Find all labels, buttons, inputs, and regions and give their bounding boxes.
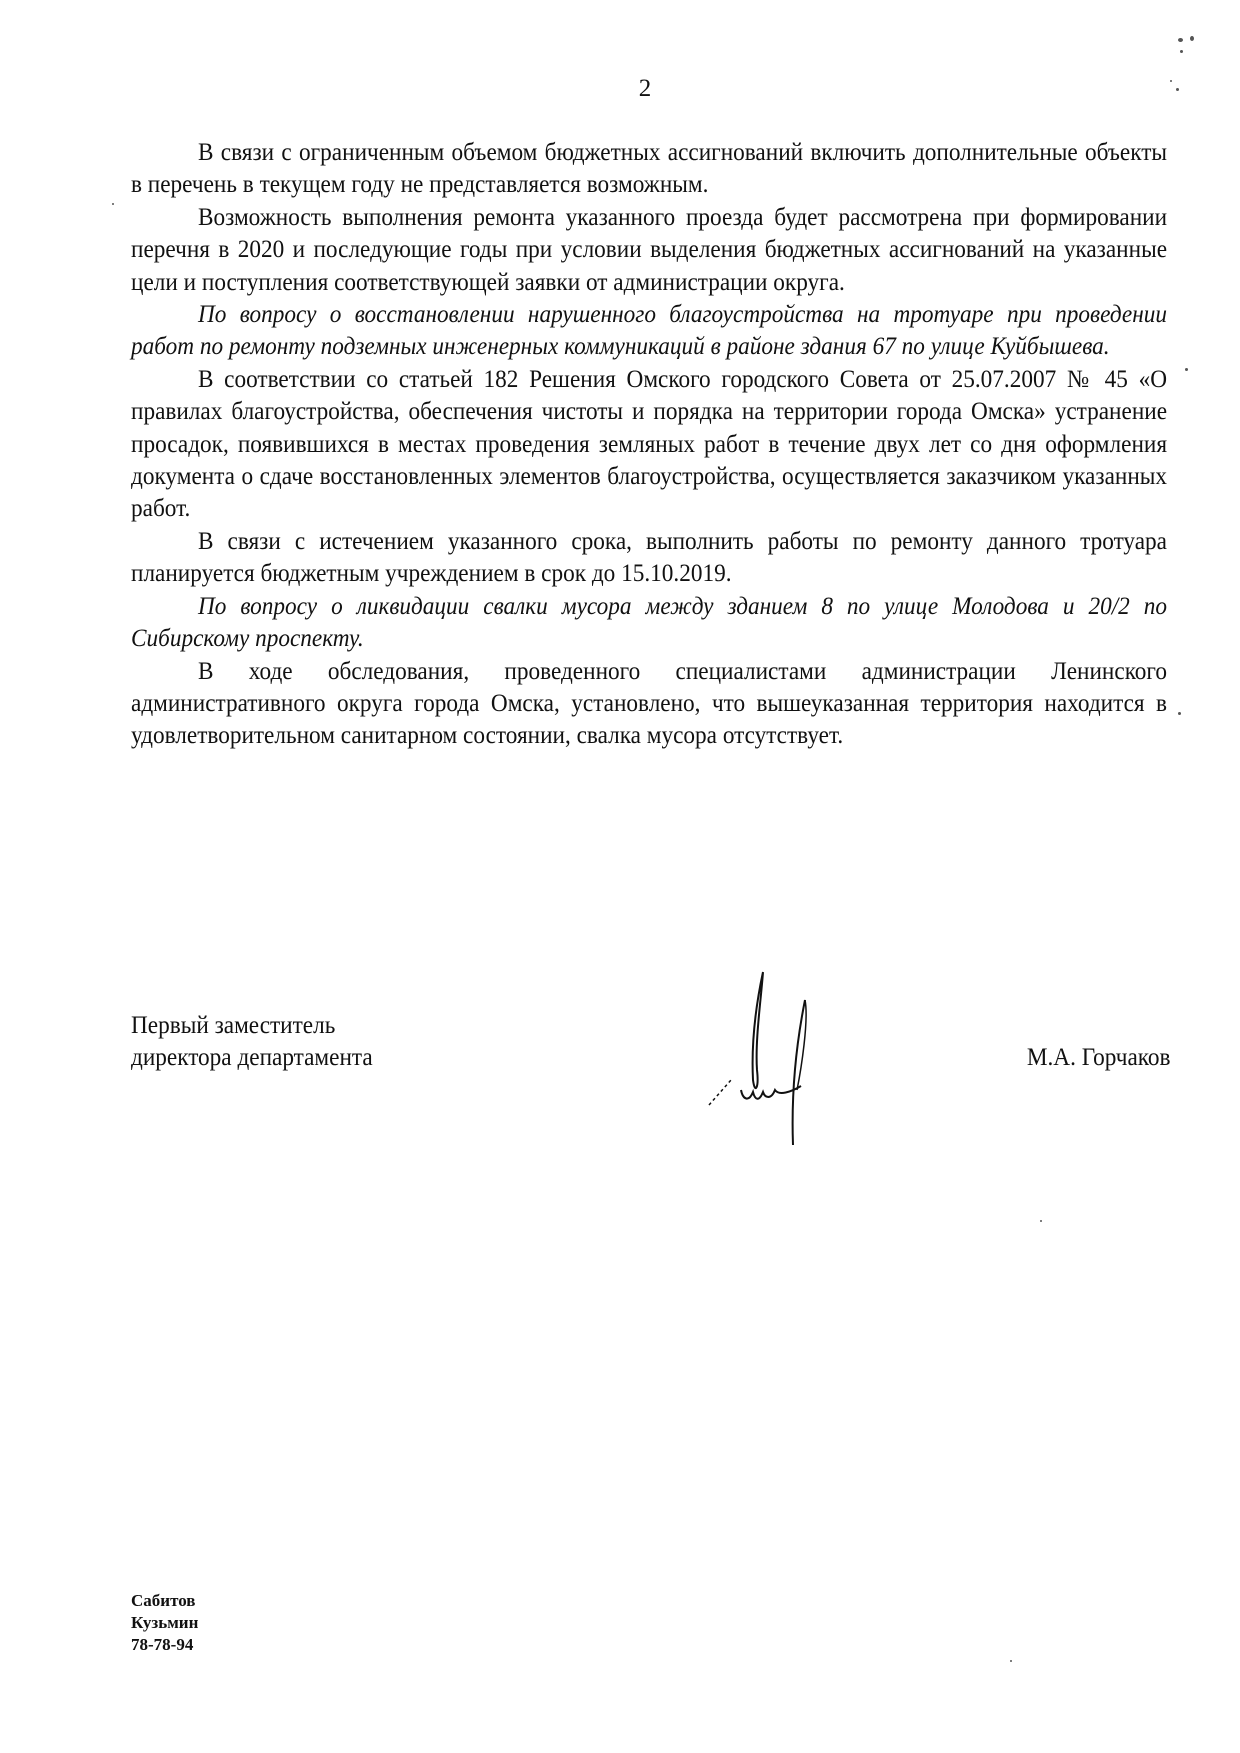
- scan-artifact: [112, 203, 114, 205]
- paragraph-budget-limitation: В связи с ограниченным объемом бюджетных ассигнований включить дополнительные объекты в перечень в текущем году не представляется возможным.: [131, 139, 1168, 199]
- executor-name-1: Сабитов: [131, 1591, 196, 1610]
- letter-body: [131, 137, 1167, 753]
- scan-artifact: [1040, 1220, 1042, 1222]
- scan-artifact: [1190, 36, 1194, 41]
- signatory-name: М.А. Горчаков: [1027, 1044, 1171, 1071]
- signature-block: [131, 1010, 1171, 1140]
- signatory-position: [131, 1010, 373, 1074]
- scan-artifact: [1185, 368, 1188, 371]
- scan-artifact: [1178, 38, 1183, 42]
- signatory-position-line2: директора департамента: [131, 1044, 373, 1071]
- paragraph-repair-possibility: Возможность выполнения ремонта указанного проезда будет рассмотрена при формировании перечня в 2020 и последующие годы при условии выделения бюджетных ассигнований на указанные цели и поступления соответствующей заявки от администрации округа.: [131, 203, 1168, 296]
- scan-artifact: [1010, 1660, 1012, 1662]
- scan-artifact: [1180, 50, 1183, 53]
- executor-notes: [131, 1590, 198, 1656]
- paragraph-regulation-reference: В соответствии со статьей 182 Решения Омского городского Совета от 25.07.2007 № 45 «О правилах благоустройства, обеспечения чистоты и порядка на территории города Омска» устранение просадок, появившихся в местах проведения земляных работ в течение двух лет со дня оформления документа о сдаче восстановленных элементов благоустройства, осуществляется заказчиком указанных работ.: [131, 365, 1168, 523]
- executor-name-2: Кузьмин: [131, 1613, 199, 1632]
- page-number: 2: [638, 75, 652, 102]
- paragraph-inspection-result: В ходе обследования, проведенного специалистами администрации Ленинского административного округа города Омска, установлено, что вышеуказанная территория находится в удовлетворительном санитарном состоянии, свалка мусора отсутствует.: [131, 657, 1168, 750]
- heading-garbage-dump: По вопросу о ликвидации свалки мусора между зданием 8 по улице Молодова и 20/2 по Сибирскому проспекту.: [131, 592, 1168, 653]
- scan-artifact: [1178, 712, 1181, 715]
- scan-artifact: [1170, 80, 1172, 82]
- heading-sidewalk-restoration: По вопросу о восстановлении нарушенного благоустройства на тротуаре при проведении работ по ремонту подземных инженерных коммуникаций в районе здания 67 по улице Куйбышева.: [131, 301, 1168, 361]
- executor-phone: 78-78-94: [131, 1635, 194, 1654]
- signatory-position-line1: Первый заместитель: [131, 1012, 336, 1039]
- handwritten-signature-icon: [701, 970, 841, 1150]
- scan-artifact: [1176, 88, 1179, 91]
- paragraph-repair-deadline: В связи с истечением указанного срока, выполнить работы по ремонту данного тротуара планируется бюджетным учреждением в срок до 15.10.2019.: [131, 527, 1168, 588]
